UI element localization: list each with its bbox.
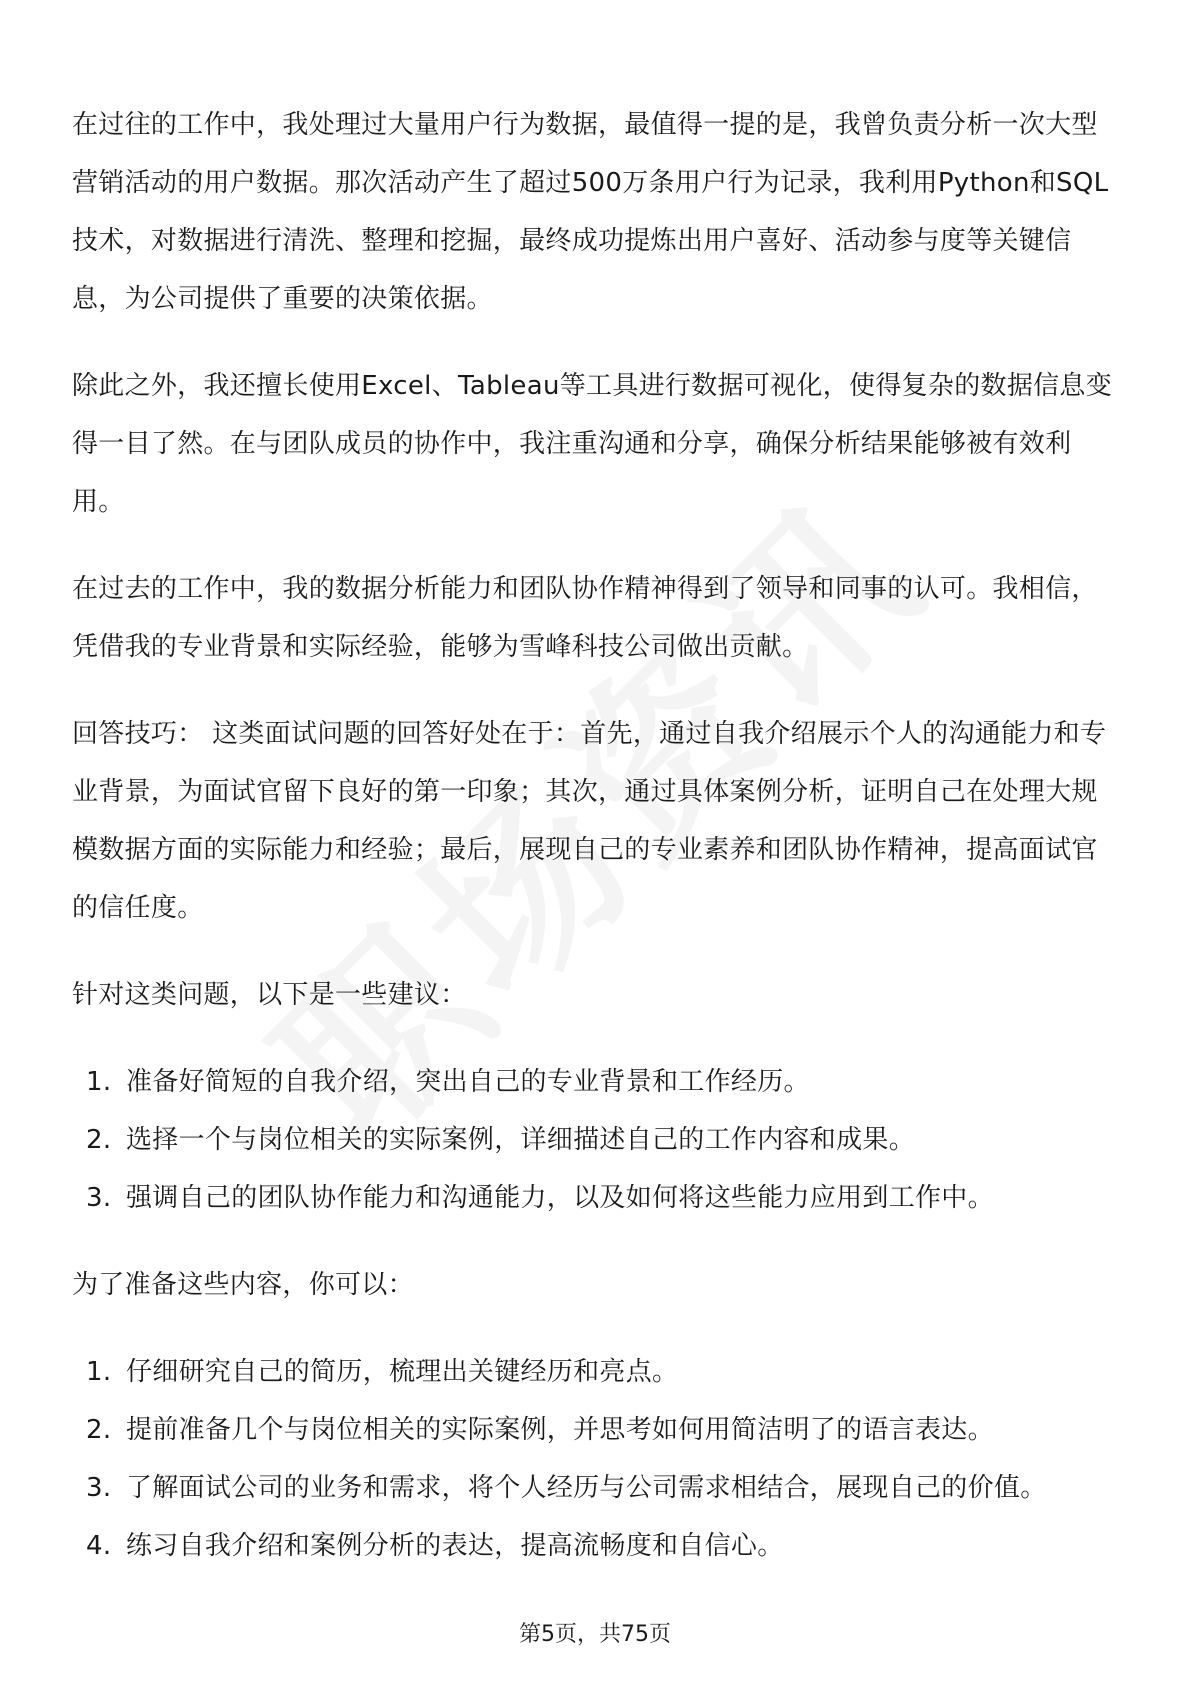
list-number: 3.	[86, 1183, 112, 1213]
list-text: 强调自己的团队协作能力和沟通能力，以及如何将这些能力应用到工作中。	[126, 1183, 994, 1213]
page-number-footer: 第5页，共75页	[519, 1622, 671, 1647]
list-text: 练习自我介绍和案例分析的表达，提高流畅度和自信心。	[126, 1531, 784, 1561]
prepare-list	[72, 1343, 1122, 1575]
paragraph-answer-tips: 回答技巧： 这类面试问题的回答好处在于：首先，通过自我介绍展示个人的沟通能力和专业背景，为面试官留下良好的第一印象；其次，通过具体案例分析，证明自己在处理大规模数据方面的实际能力和经验；最后，展现自己的专业素养和团队协作精神，提高面试官的信任度。	[72, 719, 1107, 923]
list-item	[72, 1401, 1122, 1459]
list-number: 4.	[86, 1531, 112, 1561]
list-text: 仔细研究自己的简历，梳理出关键经历和亮点。	[126, 1357, 679, 1387]
paragraph-skills: 除此之外，我还擅长使用Excel、Tableau等工具进行数据可视化，使得复杂的数据信息变得一目了然。在与团队成员的协作中，我注重沟通和分享，确保分析结果能够被有效利用。	[72, 371, 1113, 517]
list-number: 1.	[86, 1357, 112, 1387]
paragraph-recognition: 在过去的工作中，我的数据分析能力和团队协作精神得到了领导和同事的认可。我相信，凭借我的专业背景和实际经验，能够为雪峰科技公司做出贡献。	[72, 574, 1098, 662]
list-text: 了解面试公司的业务和需求，将个人经历与公司需求相结合，展现自己的价值。	[126, 1473, 1047, 1503]
document-body	[72, 96, 1122, 1604]
prepare-intro: 为了准备这些内容，你可以：	[72, 1270, 414, 1300]
list-text: 选择一个与岗位相关的实际案例，详细描述自己的工作内容和成果。	[126, 1125, 916, 1155]
list-text: 准备好简短的自我介绍，突出自己的专业背景和工作经历。	[126, 1067, 810, 1097]
list-number: 2.	[86, 1125, 112, 1155]
list-item	[72, 1459, 1122, 1517]
list-item	[72, 1169, 1122, 1227]
list-item	[72, 1517, 1122, 1575]
suggestions-intro: 针对这类问题，以下是一些建议：	[72, 980, 467, 1010]
list-text: 提前准备几个与岗位相关的实际案例，并思考如何用简洁明了的语言表达。	[126, 1415, 994, 1445]
suggestions-list	[72, 1053, 1122, 1227]
list-item	[72, 1053, 1122, 1111]
list-item	[72, 1111, 1122, 1169]
list-number: 3.	[86, 1473, 112, 1503]
list-number: 1.	[86, 1067, 112, 1097]
list-number: 2.	[86, 1415, 112, 1445]
list-item	[72, 1343, 1122, 1401]
paragraph-experience: 在过往的工作中，我处理过大量用户行为数据，最值得一提的是，我曾负责分析一次大型营销活动的用户数据。那次活动产生了超过500万条用户行为记录，我利用Python和SQL技术，对数据进行清洗、整理和挖掘，最终成功提炼出用户喜好、活动参与度等关键信息，为公司提供了重要的决策依据。	[72, 110, 1109, 314]
